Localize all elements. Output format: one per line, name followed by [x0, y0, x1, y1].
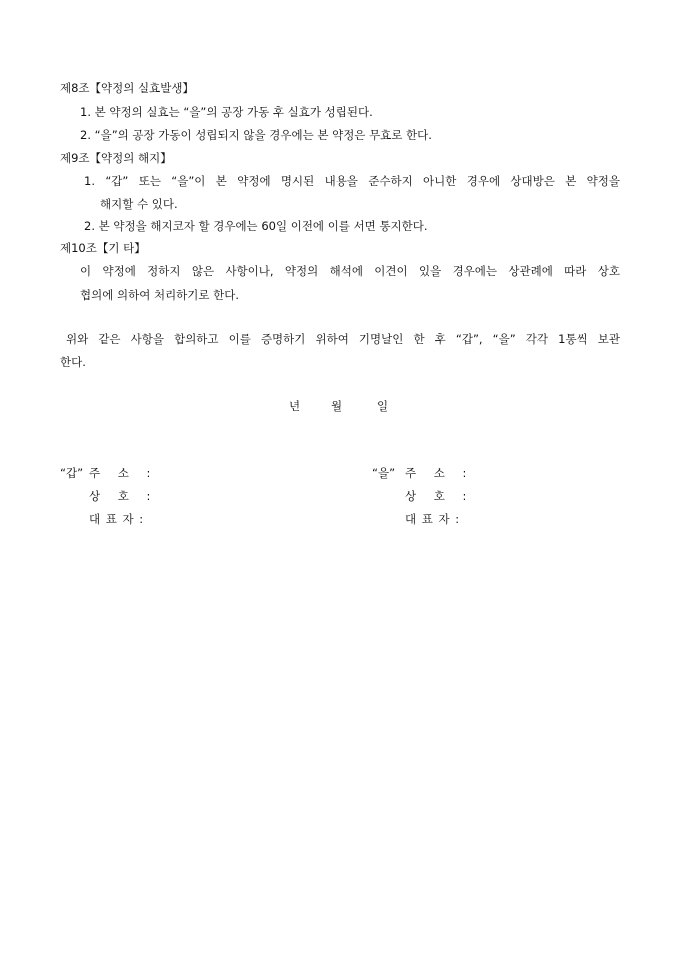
party-gap-tag: “갑”	[60, 466, 84, 480]
party-eul-address-label: 주 소 :	[405, 466, 467, 480]
party-eul-rep-label: 대 표 자 :	[405, 512, 460, 526]
date-month: 월	[331, 399, 343, 413]
article-9-item-2: 2. 본 약정을 해지코자 할 경우에는 60일 이전에 이를 서면 통지한다.	[84, 219, 428, 233]
party-eul-tag: “을”	[372, 466, 396, 480]
article-10-text: 이 약정에 정하지 않은 사항이나, 약정의 해석에 이견이 있을 경우에는 상관례에 따라 상호	[80, 264, 620, 278]
party-gap-rep-label: 대 표 자 :	[89, 512, 144, 526]
closing-paragraph-cont: 한다.	[60, 355, 86, 369]
closing-paragraph: 위와 같은 사항을 합의하고 이를 증명하기 위하여 기명날인 한 후 “갑”, “을” 각각 1통씩 보관	[66, 332, 620, 346]
article-9-item-1-cont: 해지할 수 있다.	[100, 197, 178, 211]
article-9-heading: 제9조【약정의 해지】	[60, 151, 172, 165]
article-8-item-1: 1. 본 약정의 실효는 “을”의 공장 가동 후 실효가 성립된다.	[80, 105, 373, 119]
article-9-item-1: 1. “갑” 또는 “을”이 본 약정에 명시된 내용을 준수하지 아니한 경우에 상대방은 본 약정을	[84, 174, 620, 188]
article-8-heading: 제8조【약정의 실효발생】	[60, 81, 194, 95]
article-8-item-2: 2. “을”의 공장 가동이 성립되지 않을 경우에는 본 약정은 무효로 한다.	[80, 128, 432, 142]
party-eul-company-label: 상 호 :	[405, 489, 467, 503]
article-10-text-cont: 협의에 의하여 처리하기로 한다.	[80, 288, 240, 302]
party-gap-address-label: 주 소 :	[89, 466, 151, 480]
article-10-heading: 제10조【기 타】	[60, 241, 146, 255]
party-gap-company-label: 상 호 :	[89, 489, 151, 503]
date-year: 년	[289, 399, 301, 413]
date-day: 일	[377, 399, 389, 413]
